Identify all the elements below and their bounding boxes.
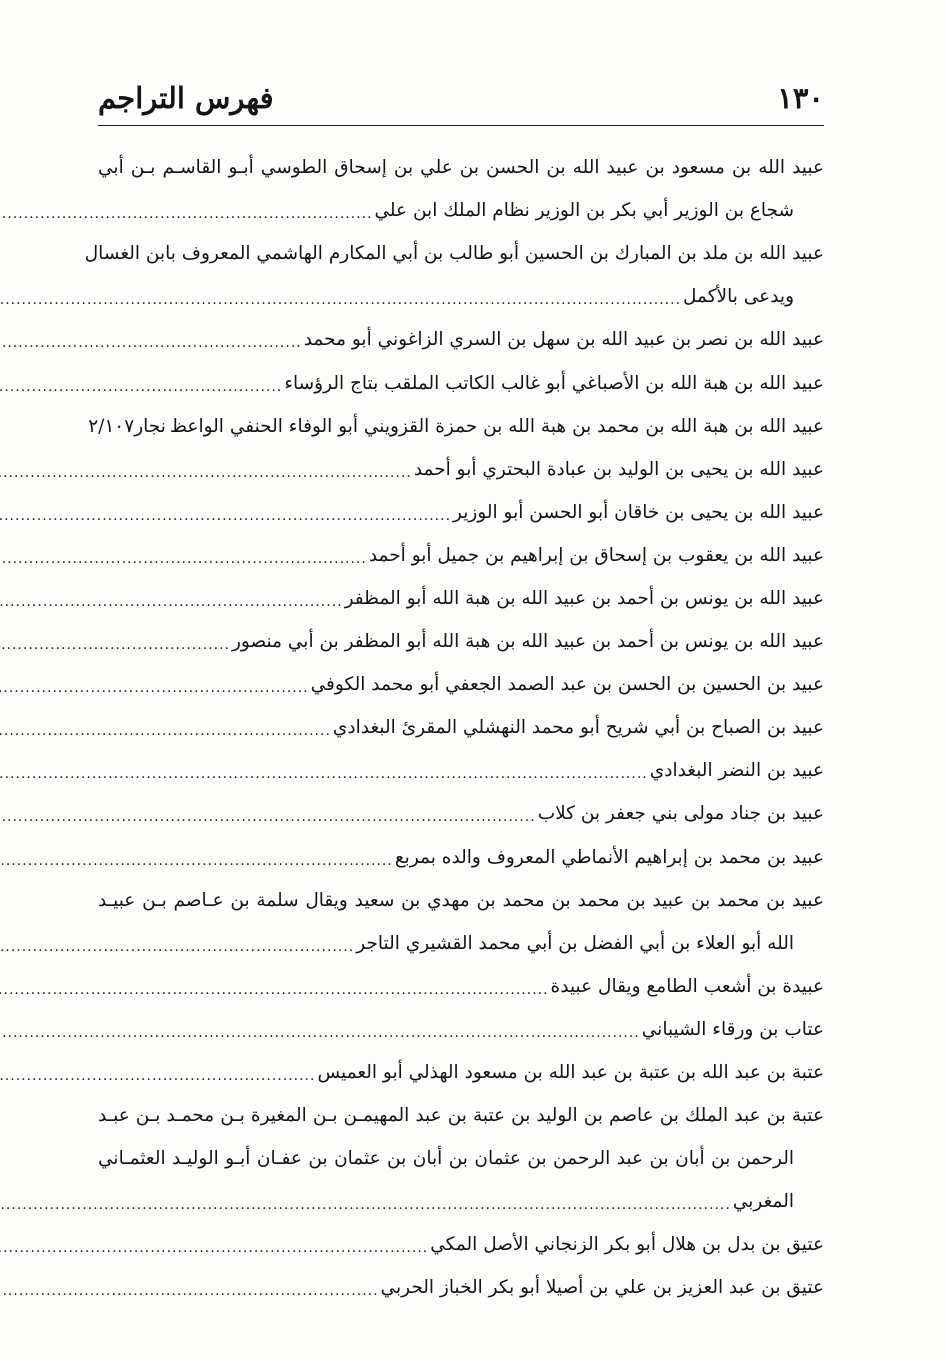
entry-name: المغربي [732, 1191, 794, 1213]
entry-name: عبيد الله بن هبة الله بن الأصباغي أبو غالب الكاتب الملقب بتاج الرؤساء [284, 372, 824, 394]
index-entry-line [98, 1180, 824, 1223]
entry-name: ويدعى بالأكمل [683, 286, 794, 308]
dot-leader [0, 753, 648, 796]
entry-name: شجاع بن الوزير أبي بكر بن الوزير نظام الملك ابن علي [374, 200, 794, 222]
index-entry-line [98, 146, 824, 189]
entry-name: عتيق بن عبد العزيز بن علي بن أصيلا أبو بكر الخباز الحربي [380, 1277, 824, 1299]
index-entries [84, 146, 824, 1310]
index-entry-line [98, 922, 824, 965]
entry-name: عبيد الله بن يعقوب بن إسحاق بن إبراهيم بن جميل أبو أحمد [368, 544, 824, 566]
entry-name: عتاب بن ورقاء الشيباني [641, 1018, 824, 1040]
index-entry-line [84, 232, 824, 275]
index-entry-line [98, 1223, 824, 1266]
entry-name: عبيدة بن أشعب الطامع ويقال عبيدة [550, 975, 824, 997]
dot-leader [0, 840, 393, 883]
page-number: ١٣٠ [777, 81, 824, 115]
entry-name: عبيد الله بن يحيى بن خاقان أبو الحسن أبو الوزير [453, 501, 824, 523]
entry-name: عبيد الله بن يحيى بن الوليد بن عبادة البحتري أبو أحمد [413, 458, 824, 480]
index-entry-line [98, 448, 824, 491]
dot-leader [0, 1227, 428, 1270]
entry-name: عبيد الله بن نصر بن عبيد الله بن سهل بن السري الزاغوني أبو محمد [303, 329, 824, 351]
index-entry-line [98, 577, 824, 620]
dot-leader [0, 322, 302, 365]
dot-leader [0, 193, 373, 236]
entry-name: عتبة بن عبد الله بن عتبة بن عبد الله بن مسعود الهذلي أبو العميس [317, 1062, 824, 1084]
entry-name: عبيد الله بن يونس بن أحمد بن عبيد الله بن هبة الله أبو المظفر [344, 587, 824, 609]
entry-name: عبيد بن النضر البغدادي [649, 760, 824, 782]
index-entry-line [98, 836, 824, 879]
entry-name: عبيد بن محمد بن إبراهيم الأنماطي المعروف والده بمربع [394, 846, 824, 868]
dot-leader [0, 1184, 731, 1227]
dot-leader [0, 926, 354, 969]
dot-leader [0, 366, 282, 409]
entry-name: عبيد الله بن ملد بن المبارك بن الحسين أبو طالب بن أبي المكارم الهاشمي المعروف بابن الغسال [84, 243, 824, 265]
dot-leader [0, 279, 681, 322]
index-entry-line [98, 491, 824, 534]
entry-name: عبيد الله بن يونس بن أحمد بن عبيد الله بن هبة الله أبو المظفر بن أبي منصور [231, 631, 824, 653]
entry-name: عبيد الله بن هبة الله بن محمد بن هبة الله بن حمزة القزويني أبو الوفاء الحنفي الواعظ [169, 415, 824, 437]
index-entry-line [98, 965, 824, 1008]
entry-name: عتبة بن عبد الملك بن عاصم بن الوليد بن عتبة بن عبد المهيمـن بـن المغيرة بـن محمـد بـن عبـد [98, 1105, 824, 1127]
dot-leader [0, 1055, 315, 1098]
entry-name: عبيد بن الصباح بن أبي شريح أبو محمد النهشلي المقرئ البغدادي [332, 717, 824, 739]
dot-leader [0, 969, 549, 1012]
dot-leader [0, 710, 331, 753]
index-entry-line [98, 1266, 824, 1309]
page-title: فهرس التراجم [98, 81, 274, 115]
dot-leader [0, 452, 412, 495]
index-entry-line [98, 361, 824, 404]
dot-leader [0, 1270, 379, 1313]
header-divider [98, 125, 824, 126]
dot-leader [0, 624, 230, 667]
index-entry-line [98, 706, 824, 749]
entry-name: عبيد الله بن مسعود بن عبيد الله بن الحسن بن علي بن إسحاق الطوسي أبـو القاسـم بـن أبي [98, 157, 824, 179]
entry-name: الله أبو العلاء بن أبي الفضل بن أبي محمد القشيري التاجر [356, 932, 794, 954]
index-entry-line [98, 1094, 824, 1137]
index-entry-line [98, 663, 824, 706]
dot-leader [0, 538, 367, 581]
index-entry-line [98, 620, 824, 663]
index-entry-line [88, 405, 824, 448]
entry-reference: نجار٢/١٠٧ [88, 415, 166, 437]
index-entry-line [98, 1051, 824, 1094]
index-entry-line [98, 275, 824, 318]
index-entry-line [98, 318, 824, 361]
entry-name: عبيد بن الحسين بن الحسن بن عبد الصمد الجعفي أبو محمد الكوفي [310, 674, 824, 696]
index-entry-line [98, 1137, 824, 1180]
entry-name: عبيد بن محمد بن عبيد بن محمد بن محمد بن مهدي بن سعيد ويقال سلمة بن عـاصم بـن عبيـد [98, 889, 824, 911]
entry-name: الرحمن بن أبان بن عبد الرحمن بن عثمان بن أبان بن عثمان بن عفـان أبـو الوليـد العثمـاني [98, 1148, 794, 1170]
index-entry-line [98, 879, 824, 922]
index-entry-line [98, 749, 824, 792]
entry-name: عبيد بن جناد مولى بني جعفر بن كلاب [537, 803, 824, 825]
index-entry-line [98, 1008, 824, 1051]
dot-leader [0, 495, 451, 538]
dot-leader [0, 667, 309, 710]
index-entry-line [98, 534, 824, 577]
index-entry-line [98, 792, 824, 835]
dot-leader [0, 796, 536, 839]
entry-name: عتيق بن بدل بن هلال أبو بكر الزنجاني الأصل المكي [430, 1234, 824, 1256]
dot-leader [0, 581, 343, 624]
index-entry-line [98, 189, 824, 232]
dot-leader [0, 1012, 640, 1055]
page-header [98, 74, 824, 122]
